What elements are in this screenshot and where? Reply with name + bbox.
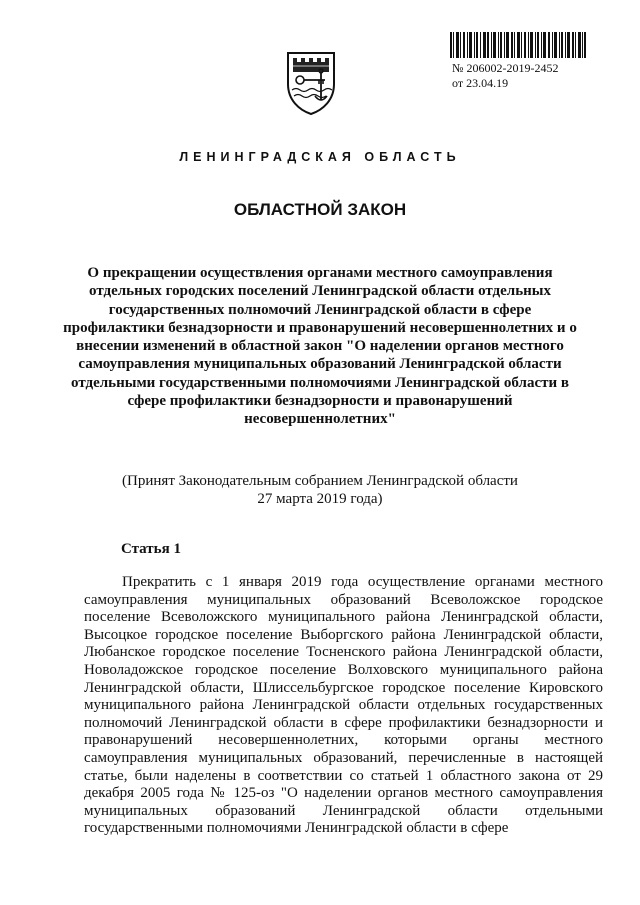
document-type: ОБЛАСТНОЙ ЗАКОН [233, 200, 407, 219]
law-title: О прекращении осуществления органами местного самоуправления отдельных городских поселений Ленинградской области отдельных государственных полномочий Ленинградской области в сфере профилактики безнадзорности и правонарушений несовершеннолетних и о внесении изменений в областной закон "О наделении органов местного самоуправления муниципальных образований Ленинградской области отдельными государственными полномочиями Ленинградской области в сфере профилактики безнадзорности и правонарушений несовершеннолетних" [63, 265, 577, 428]
region-name: ЛЕНИНГРАДСКАЯ ОБЛАСТЬ [179, 150, 461, 164]
article-heading: Статья 1 [121, 541, 181, 557]
adoption-line-1: (Принят Законодательным собранием Ленинградской области [122, 473, 518, 489]
registration-stamp [452, 61, 558, 91]
leningrad-oblast-coat-of-arms-icon [285, 50, 337, 116]
registration-number: № 206002-2019-2452 [452, 61, 559, 75]
barcode-icon [450, 32, 586, 58]
adoption-note [60, 472, 580, 508]
article-body: Прекратить с 1 января 2019 года осуществление органами местного самоуправления муниципальных образований Всеволожское городское поселение Всеволожского муниципального района Ленинградской области, Высоцкое городское поселение Выборгского района Ленинградской области, Любанское городское поселение Тосненского района Ленинградской области, Новоладожское городское поселение Волховского муниципального района Ленинградской области, Шлиссельбургское городское поселение Кировского муниципального района Ленинградской области отдельных государственных полномочий Ленинградской области в сфере профилактики безнадзорности и правонарушений несовершеннолетних, которыми органы местного самоуправления муниципальных образований, перечисленные в настоящей статье, были наделены в соответствии со статьей 1 областного закона от 29 декабря 2005 года № 125-оз "О наделении органов местного самоуправления муниципальных образований Ленинградской области отдельными государственными полномочиями Ленинградской области в сфере [84, 574, 603, 837]
adoption-line-2: 27 марта 2019 года) [257, 491, 383, 507]
registration-date: от 23.04.19 [452, 76, 509, 90]
